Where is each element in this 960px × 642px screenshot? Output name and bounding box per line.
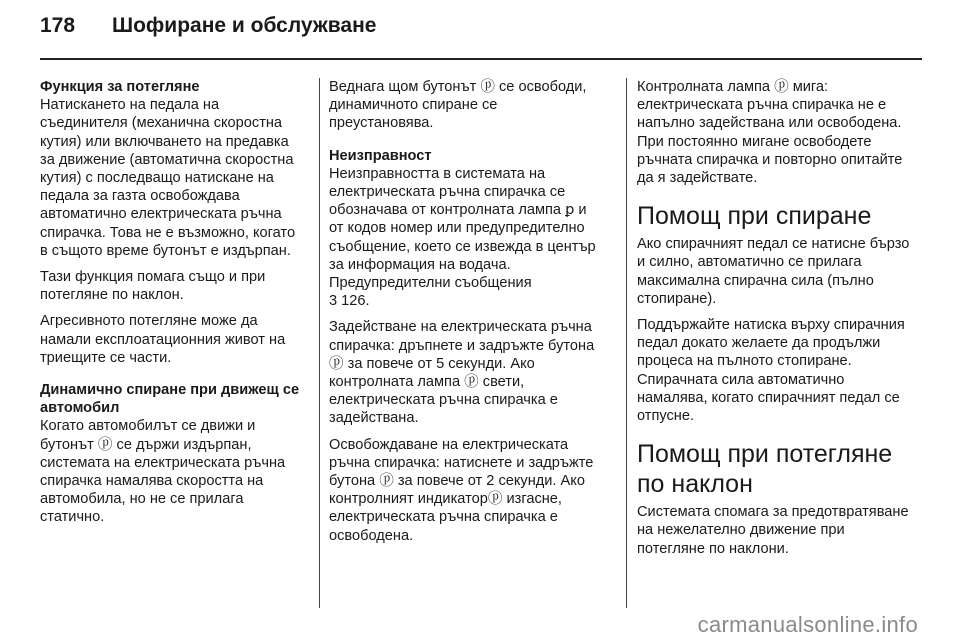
parking-brake-icon: ⓟ bbox=[487, 491, 503, 508]
column-divider bbox=[319, 78, 320, 608]
heading-brake-assist: Помощ при спиране bbox=[637, 202, 872, 231]
text: изгасне, електрическата ръчна спирачка е освободена. bbox=[329, 491, 562, 544]
subheading-malfunction: Неизправност bbox=[329, 147, 432, 164]
parking-brake-icon: ⓟ bbox=[774, 79, 789, 95]
text: Веднага щом бутонът bbox=[329, 79, 481, 95]
parking-brake-icon: ⓟ bbox=[464, 374, 479, 391]
heading-hill-start-assist: Помощ при потегляне по наклон bbox=[637, 440, 893, 499]
text: за повече от 5 секунди. Ако контролната лампа bbox=[329, 355, 535, 391]
warning-lamp-icon: ꝑ bbox=[565, 202, 575, 219]
paragraph: Поддържайте натиска върху спирачния педал докато желаете да продължи процеса на пълното стопиране. Спирачната сила автоматично намалява, когато спирачният педал се отпусне. bbox=[637, 317, 905, 425]
text: свети, електрическата ръчна спирачка е задействана. bbox=[329, 374, 558, 427]
parking-brake-icon: ⓟ bbox=[329, 355, 344, 372]
column-2 bbox=[329, 78, 605, 545]
text: Задействане на електрическата ръчна спирачка: дръпнете и задръжте бутона bbox=[329, 319, 595, 354]
page-header bbox=[40, 14, 376, 50]
text: и от кодов номер или предупредително съобщение, което се извежда в център за информация на водача. Предупредителни съобщения bbox=[329, 202, 596, 292]
page-number: 178 bbox=[40, 14, 76, 37]
parking-brake-icon: ⓟ bbox=[480, 79, 495, 95]
paragraph: Ако спирачният педал се натисне бързо и силно, автоматично се прилага максимална спирачна сила (пълно стопиране). bbox=[637, 236, 910, 307]
text: мига: електрическата ръчна спирачка не е напълно задействана или освободена. При постоянно мигане освободете ръчната спирачка и повторно опитайте да я задействате. bbox=[637, 79, 903, 187]
column-1 bbox=[40, 78, 306, 527]
text: се освободи, динамичното спиране се преустановява. bbox=[329, 79, 587, 132]
page-title: Шофиране и обслужване bbox=[112, 14, 377, 37]
paragraph: Натискането на педала на съединителя (механична скоростна кутия) или включването на предавка за движение (автоматична скоростна кутия) с последващо натискане на педала за газта освобождава автоматично електрическата ръчна спирачка. Това не е възможно, когато в същото време бутонът е издърпан. bbox=[40, 97, 296, 259]
text: Освобождаване на електрическата ръчна спирачка: натиснете и задръжте бутона bbox=[329, 436, 594, 490]
subheading-start-function: Функция за потегляне bbox=[40, 79, 200, 95]
header-rule bbox=[40, 58, 922, 60]
paragraph: Агресивното потегляне може да намали експлоатационния живот на триещите се части. bbox=[40, 313, 286, 366]
parking-brake-icon: ⓟ bbox=[97, 436, 113, 453]
page-reference: 3 126. bbox=[329, 293, 370, 310]
text: за повече от 2 секунди. Ако контролният индикатор bbox=[329, 473, 585, 508]
paragraph: Тази функция помага също и при потегляне по наклон. bbox=[40, 269, 266, 304]
paragraph bbox=[329, 165, 605, 311]
paragraph bbox=[40, 417, 306, 526]
watermark: carmanualsonline.info bbox=[697, 612, 918, 637]
text: Контролната лампа bbox=[637, 79, 775, 95]
text: се държи издърпан, системата на електрическата ръчна спирачка намалява скоростта на автомобила, но не се прилага статично. bbox=[40, 436, 286, 526]
paragraph bbox=[329, 78, 605, 133]
paragraph bbox=[329, 318, 605, 427]
subheading-dynamic-braking: Динамично спиране при движещ се автомобил bbox=[40, 382, 300, 417]
column-3 bbox=[637, 78, 915, 558]
paragraph bbox=[329, 436, 605, 545]
paragraph: Системата спомага за предотвратяване на нежелателно движение при потегляне по наклони. bbox=[637, 504, 909, 557]
paragraph bbox=[637, 78, 915, 187]
parking-brake-icon: ⓟ bbox=[379, 473, 394, 490]
text: Когато автомобилът се движи и бутонът bbox=[40, 418, 256, 453]
text: Неизправността в системата на електрическата ръчна спирачка се обозначава от контролната лампа bbox=[329, 165, 566, 219]
column-divider bbox=[626, 78, 627, 608]
